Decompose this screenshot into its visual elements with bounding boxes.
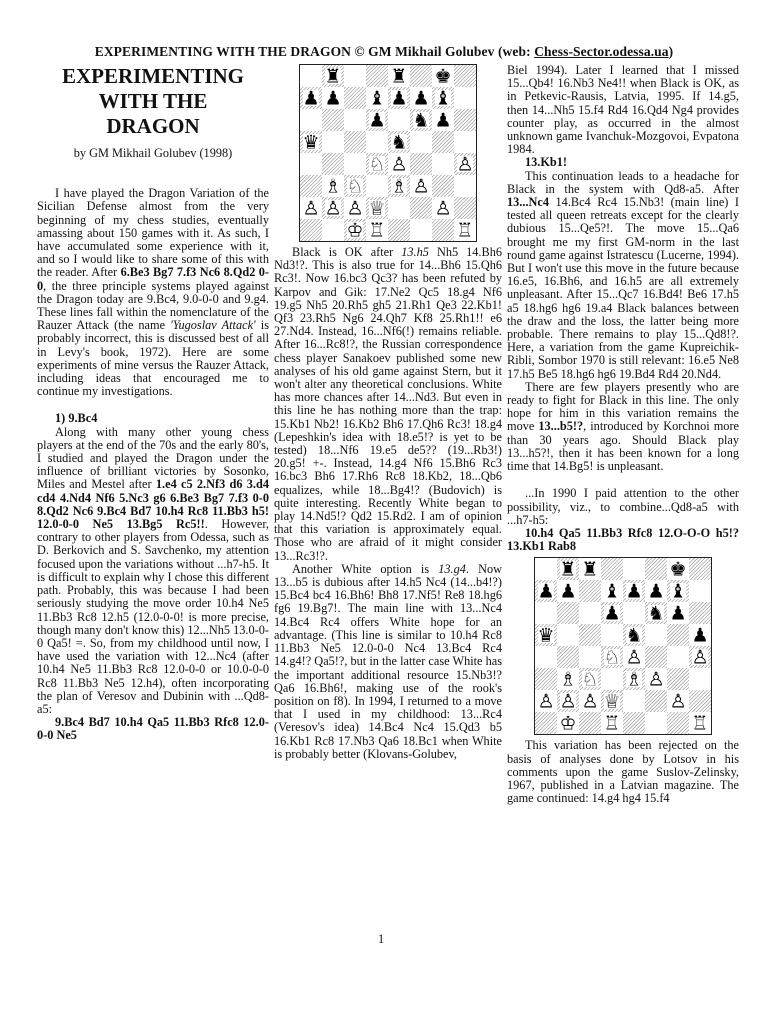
col3-paragraph-2 [507, 170, 739, 381]
black-rook-icon: ♜ [581, 558, 599, 581]
white-pawn-icon: ♙ [324, 197, 342, 220]
light-square [432, 153, 454, 175]
black-pawn-icon: ♟ [412, 87, 430, 110]
black-bishop-icon: ♝ [603, 580, 621, 603]
column-2 [274, 64, 502, 761]
white-pawn-icon: ♙ [346, 197, 364, 220]
dark-square [366, 65, 388, 87]
dark-square [689, 602, 711, 624]
black-bishop-icon: ♝ [434, 87, 452, 110]
white-pawn-icon: ♙ [390, 153, 408, 176]
col3-paragraph-4: ...In 1990 I paid attention to the other possibility, viz., to combine...Qd8-a5 with ...h7-h5: [507, 486, 739, 527]
col3-p3-text-a: There are few players presently who are ready to fight for Black in this line. The only hope for him in this variation remains the move [507, 379, 739, 434]
col3-p2-text-a: This continuation leads to a headache for Black in the system with Qd8-a5. After [507, 168, 739, 196]
chess-diagram-1-wrap [274, 64, 502, 242]
p2-text-b: . However, contrary to other players from Odessa, such as D. Berkovich and S. Savchenko, my attention focused upon the variations without ...h7-h5. It is difficult to explain why I chose this different path. Probably, this was because I had been seriously studying the move order 10.h4 Ne5 11.Bb3 Rc8 12.h5 (12.0-0-0! is more precise, though many don't know this) 12...Nh5 13.0-0-0 Qa5! =. So, from my childhood until now, I have used the variation with 12...Nc4 (after 10.h4 Ne5 11.Bb3 Rc8 12.0-0-0 or 10.0-0-0 Rc8 11.Bb3 Ne5 12.h4), often incorporating the plan of Veresov and Dubinin with ...Qd8-a5: [37, 517, 269, 716]
white-pawn-icon: ♙ [302, 197, 320, 220]
black-pawn-icon: ♟ [647, 580, 665, 603]
black-rook-icon: ♜ [390, 65, 408, 88]
white-rook-icon: ♖ [368, 219, 386, 242]
white-bishop-icon: ♗ [324, 175, 342, 198]
black-knight-icon: ♞ [647, 602, 665, 625]
title-line-3: DRAGON [106, 114, 200, 138]
light-square [410, 219, 432, 241]
dark-square [410, 197, 432, 219]
dark-square [689, 690, 711, 712]
intro-text-b: , the three principle systems played against the Dragon today are 9.Bc4, 9.0-0-0 and 9.g4. These lines fall within the nomenclature of the Rauzer Attack (the name [37, 278, 269, 333]
black-king-icon: ♚ [669, 558, 687, 581]
black-pawn-icon: ♟ [537, 580, 555, 603]
chess-diagram-1 [299, 64, 477, 242]
chess-diagram-2 [534, 557, 712, 735]
light-square [344, 109, 366, 131]
dark-square [689, 558, 711, 580]
white-knight-icon: ♘ [368, 153, 386, 176]
dark-square [667, 624, 689, 646]
white-king-icon: ♔ [559, 712, 577, 735]
white-bishop-icon: ♗ [625, 668, 643, 691]
light-square [689, 668, 711, 690]
dark-square [579, 712, 601, 734]
dark-square [432, 131, 454, 153]
white-rook-icon: ♖ [603, 712, 621, 735]
light-square [388, 197, 410, 219]
white-knight-icon: ♘ [603, 646, 621, 669]
header-website-link[interactable]: Chess-Sector.odessa.ua [534, 44, 669, 59]
black-pawn-icon: ♟ [691, 624, 709, 647]
col3-paragraph-1: Biel 1994). Later I learned that I missed 15...Qb4! 16.Nb3 Ne4!! when Black is OK, as in Petkevic-Rausis, Latvia, 1995. If 14.g5, then 14...Nh5 15.f4 Rd4 16.Qd4 Ng4 provides counter play, as occurred in the almost unknown game Ivanchuk-Mozgovoi, Evpatona 1984. [507, 63, 739, 157]
intro-italic: 'Yugoslav Attack' [170, 318, 256, 333]
column-3 [507, 64, 739, 805]
dark-square [667, 712, 689, 734]
dark-square [454, 109, 476, 131]
light-square [645, 712, 667, 734]
light-square [535, 602, 557, 624]
col2-p2-italic: 13.g4 [438, 561, 466, 576]
col2-paragraph-2 [274, 563, 502, 761]
light-square [388, 109, 410, 131]
white-pawn-icon: ♙ [669, 690, 687, 713]
light-square [344, 65, 366, 87]
black-pawn-icon: ♟ [302, 87, 320, 110]
light-square [366, 131, 388, 153]
white-pawn-icon: ♙ [412, 175, 430, 198]
light-square [535, 558, 557, 580]
dark-square [645, 646, 667, 668]
light-square [601, 624, 623, 646]
black-pawn-icon: ♟ [368, 109, 386, 132]
white-pawn-icon: ♙ [434, 197, 452, 220]
light-square [579, 602, 601, 624]
white-pawn-icon: ♙ [647, 668, 665, 691]
white-king-icon: ♔ [346, 219, 364, 242]
title-line-1: EXPERIMENTING [61, 64, 245, 88]
white-pawn-icon: ♙ [537, 690, 555, 713]
black-pawn-icon: ♟ [324, 87, 342, 110]
dark-square [667, 668, 689, 690]
kb1-heading: 13.Kb1! [525, 155, 568, 170]
white-pawn-icon: ♙ [625, 646, 643, 669]
dark-square [454, 65, 476, 87]
black-bishop-icon: ♝ [368, 87, 386, 110]
light-square [667, 646, 689, 668]
dark-square [557, 602, 579, 624]
dark-square [344, 131, 366, 153]
dark-square [623, 712, 645, 734]
black-knight-icon: ♞ [625, 624, 643, 647]
black-queen-icon: ♛ [302, 131, 320, 154]
dark-square [579, 580, 601, 602]
header-suffix: ) [668, 44, 674, 59]
light-square [410, 131, 432, 153]
black-rook-icon: ♜ [324, 65, 342, 88]
intro-paragraph [37, 187, 269, 398]
dark-square [645, 558, 667, 580]
dark-square [388, 219, 410, 241]
white-rook-icon: ♖ [691, 712, 709, 735]
col3-p3-text-b: , introduced by Korchnoi more than 30 years ago. Should Black play 13...h5?!, then it has been known for a long time that 14.Bg5! is unpleasant. [507, 419, 739, 474]
light-square [300, 65, 322, 87]
white-pawn-icon: ♙ [456, 153, 474, 176]
dark-square [322, 153, 344, 175]
light-square [344, 153, 366, 175]
light-square [300, 109, 322, 131]
light-square [601, 668, 623, 690]
paragraph-2 [37, 426, 269, 716]
col2-p1-italic: 13.h5 [401, 245, 429, 259]
light-square [535, 646, 557, 668]
black-pawn-icon: ♟ [434, 109, 452, 132]
white-bishop-icon: ♗ [559, 668, 577, 691]
col2-p2-text-a: Another White option is [292, 561, 439, 576]
main-line-moves: 9.Bc4 Bd7 10.h4 Qa5 11.Bb3 Rfc8 12.0-0-0 Ne5 [37, 715, 269, 743]
col3-paragraph-3 [507, 381, 739, 473]
spacer [37, 398, 269, 412]
black-rook-icon: ♜ [559, 558, 577, 581]
page-number: 1 [378, 932, 385, 946]
article-title [37, 64, 269, 139]
black-pawn-icon: ♟ [559, 580, 577, 603]
white-knight-icon: ♘ [581, 668, 599, 691]
col2-p1-text-b: Nh5 14.Bh6 Nd3!?. This is also true for 14...Bh6 15.Qh6 Rc3!. Now 16.bc3 Qc3? has been refuted by Karpov and Gik: 17.Ne2 Qc5 18.g4 Nf6 19.g5 Nh5 20.Rh5 gh5 21.Rh1 Qe3 22.Kb1! Qf3 23.Rh5 Ng6 24.Qh7 Kf8 25.Rh1!! e6 27.Nd4. Instead, 16...Nf6(!) remains reliable. After 16...Rc8!?, the Russian correspondence chess player Sanakoev published some new analyses of his old game against Stern, but it won't alter any theoretical conclusions. White has more chances after 14...Nd3. But even in this line he has nothing more than the trap: 15.Kb1 Nb2! 16.Kb2 Bh6 17.Qh6 Rc3! 18.g4 (Lepeshkin's idea with 18.e5!? is yet to be tested) 18...Nf6 19.e5 de5?? (19...Rb3!) 20.g5! +-. Instead, 14.g4 Nf6 15.Bh6 Rc3 16.bc3 Bh6 17.Rh6 Rc8 18.Kb2, 18...Qb6 equalizes, while 18...Bg4!? (Budovich) is quite interesting. Recently White began to play 14.Nd5!? Qd2 15.Rd2. I am of opinion that this variation is approximately equal. Those who are afraid of it might consider 13...Rc3!?. [274, 245, 503, 563]
dark-square [579, 624, 601, 646]
white-pawn-icon: ♙ [691, 646, 709, 669]
title-line-2: WITH THE [98, 89, 208, 113]
light-square [366, 175, 388, 197]
black-pawn-icon: ♟ [669, 602, 687, 625]
running-header [0, 44, 768, 60]
dark-square [535, 712, 557, 734]
black-pawn-icon: ♟ [603, 602, 621, 625]
light-square [623, 690, 645, 712]
light-square [300, 153, 322, 175]
dark-square [454, 197, 476, 219]
black-bishop-icon: ♝ [669, 580, 687, 603]
black-pawn-icon: ♟ [390, 87, 408, 110]
white-queen-icon: ♕ [368, 197, 386, 220]
light-square [322, 131, 344, 153]
dark-square [300, 219, 322, 241]
intro-moves: 6.Be3 Bg7 7.f3 Nc6 8.Qd2 0-0 [37, 265, 269, 293]
white-rook-icon: ♖ [456, 219, 474, 242]
p2-text-a: Along with many other young chess players at the end of the 70s and the early 80's, I studied and played the Dragon under the influence of brilliant victories by Sosonko, Miles and Mestel after [37, 424, 269, 492]
chess-diagram-2-wrap [507, 557, 739, 735]
light-square [623, 602, 645, 624]
column-1 [37, 64, 269, 743]
black-king-icon: ♚ [434, 65, 452, 88]
section-heading-9bc4: 1) 9.Bc4 [55, 411, 98, 426]
col3-moves: 10.h4 Qa5 11.Bb3 Rfc8 12.O-O-O h5!? 13.Kb1 Rab8 [507, 525, 739, 554]
dark-square [601, 558, 623, 580]
light-square [454, 175, 476, 197]
dark-square [557, 646, 579, 668]
light-square [557, 624, 579, 646]
dark-square [410, 65, 432, 87]
white-pawn-icon: ♙ [559, 690, 577, 713]
dark-square [432, 219, 454, 241]
col2-paragraph-1 [274, 246, 502, 563]
white-bishop-icon: ♗ [390, 175, 408, 198]
light-square [322, 219, 344, 241]
p2-moves: 1.e4 c5 2.Nf3 d6 3.d4 cd4 4.Nd4 Nf6 5.Nc3 g6 6.Be3 Bg7 7.f3 0-0 8.Qd2 Nc6 9.Bc4 Bd7 10.h4 Rc8 11.Bb3 h5! 12.0-0-0 Ne5 13.Bg5 Rc5!! [37, 477, 269, 532]
black-queen-icon: ♛ [537, 624, 555, 647]
dark-square [344, 87, 366, 109]
dark-square [410, 153, 432, 175]
col3-p2-bold: 13...Nc4 [507, 195, 550, 210]
light-square [454, 87, 476, 109]
intro-text-a: I have played the Dragon Variation of the Sicilian Defense almost from the very beginning of my chess studies, eventually amassing about 150 games with it. As such, I have accumulated some experience with it, and so I would like to share some of this with the reader. After [37, 186, 269, 280]
light-square [579, 646, 601, 668]
col2-p2-text-b: . Now 13...b5 is dubious after 14.h5 Nc4 (14...b4!?) 15.Bc4 bc4 16.Bh6! Bh8 17.Nf5! Re8 18.hg6 fg6 19.Bg7!. The main line with 13...Nc4 14.Bc4 Rc4 offers White hope for an advantage. (This line is similar to 10.h4 Rc8 11.Bb3 Ne5 12.0-0-0 Nc4 13.Bc4 Rc4 14.g4!? Qa5!?, but in the latter case White has the important additional resource 15.Nb3!? Qa6 16.Bh6!, making use of the rook's position on f8). In 1994, I returned to a move that I used in my childhood: 13...Rc4 (Veresov's idea) 14.Bc4 Nc4 15.Qd3 b5 16.Kb1 Rc8 17.Nb3 Qa6 18.Bc1 when White is probably better (Klovans-Golubev, [274, 561, 503, 761]
white-pawn-icon: ♙ [581, 690, 599, 713]
light-square [454, 131, 476, 153]
col3-paragraph-5: This variation has been rejected on the basis of analyses done by Lotsov in his comments upon the game Suslov-Zelinsky, 1967, published in a Latvian magazine. The game continued: 14.g4 hg4 15.f4 [507, 738, 739, 806]
dark-square [322, 109, 344, 131]
light-square [645, 624, 667, 646]
black-knight-icon: ♞ [412, 109, 430, 132]
light-square [689, 580, 711, 602]
col3-p2-text-b: 14.Bc4 Rc4 15.Nb3! (main line) I tested all queen retreats except for the clearly dubious 15...Qe5?!. The move 15...Qa6 brought me my first GM-norm in the last round game against Istratescu (Lucerne, 1994). But I won't use this move in the future because 16.e5, 16.Bh6, and 16.h5 are all extremely unpleasant. After 15...Qc7 16.Bd4! Be6 17.h5 a5 18.hg6 hg6 19.a4 Black balances between the draw and the loss, the latter being more probable. There remains to play 15...Qd8!?. Here, a variation from the game Kupreichik-Ribli, Sombor 1970 is still relevant: 16.e5 Ne8 17.h5 Be5 18.hg6 hg6 19.Bd4 Rd4 20.Nd4. [507, 195, 739, 381]
light-square [623, 558, 645, 580]
col3-p3-bold: 13...b5!? [538, 419, 584, 434]
dark-square [300, 175, 322, 197]
dark-square [645, 690, 667, 712]
black-knight-icon: ♞ [390, 131, 408, 154]
dark-square [432, 175, 454, 197]
white-knight-icon: ♘ [346, 175, 364, 198]
spacer [507, 473, 739, 487]
black-pawn-icon: ♟ [625, 580, 643, 603]
byline: by GM Mikhail Golubev (1998) [73, 146, 233, 160]
dark-square [535, 668, 557, 690]
white-queen-icon: ♕ [603, 690, 621, 713]
col2-p1-text-a: Black is OK after [292, 245, 402, 259]
header-title: EXPERIMENTING WITH THE DRAGON © GM Mikhail Golubev (web: [94, 44, 531, 59]
intro-text-c: is probably incorrect, this is discussed best of all in Levy's book, 1972). Here are some experiments of mine versus the Rauzer Attack, including ideas that encouraged me to continue my investigations. [37, 318, 269, 399]
